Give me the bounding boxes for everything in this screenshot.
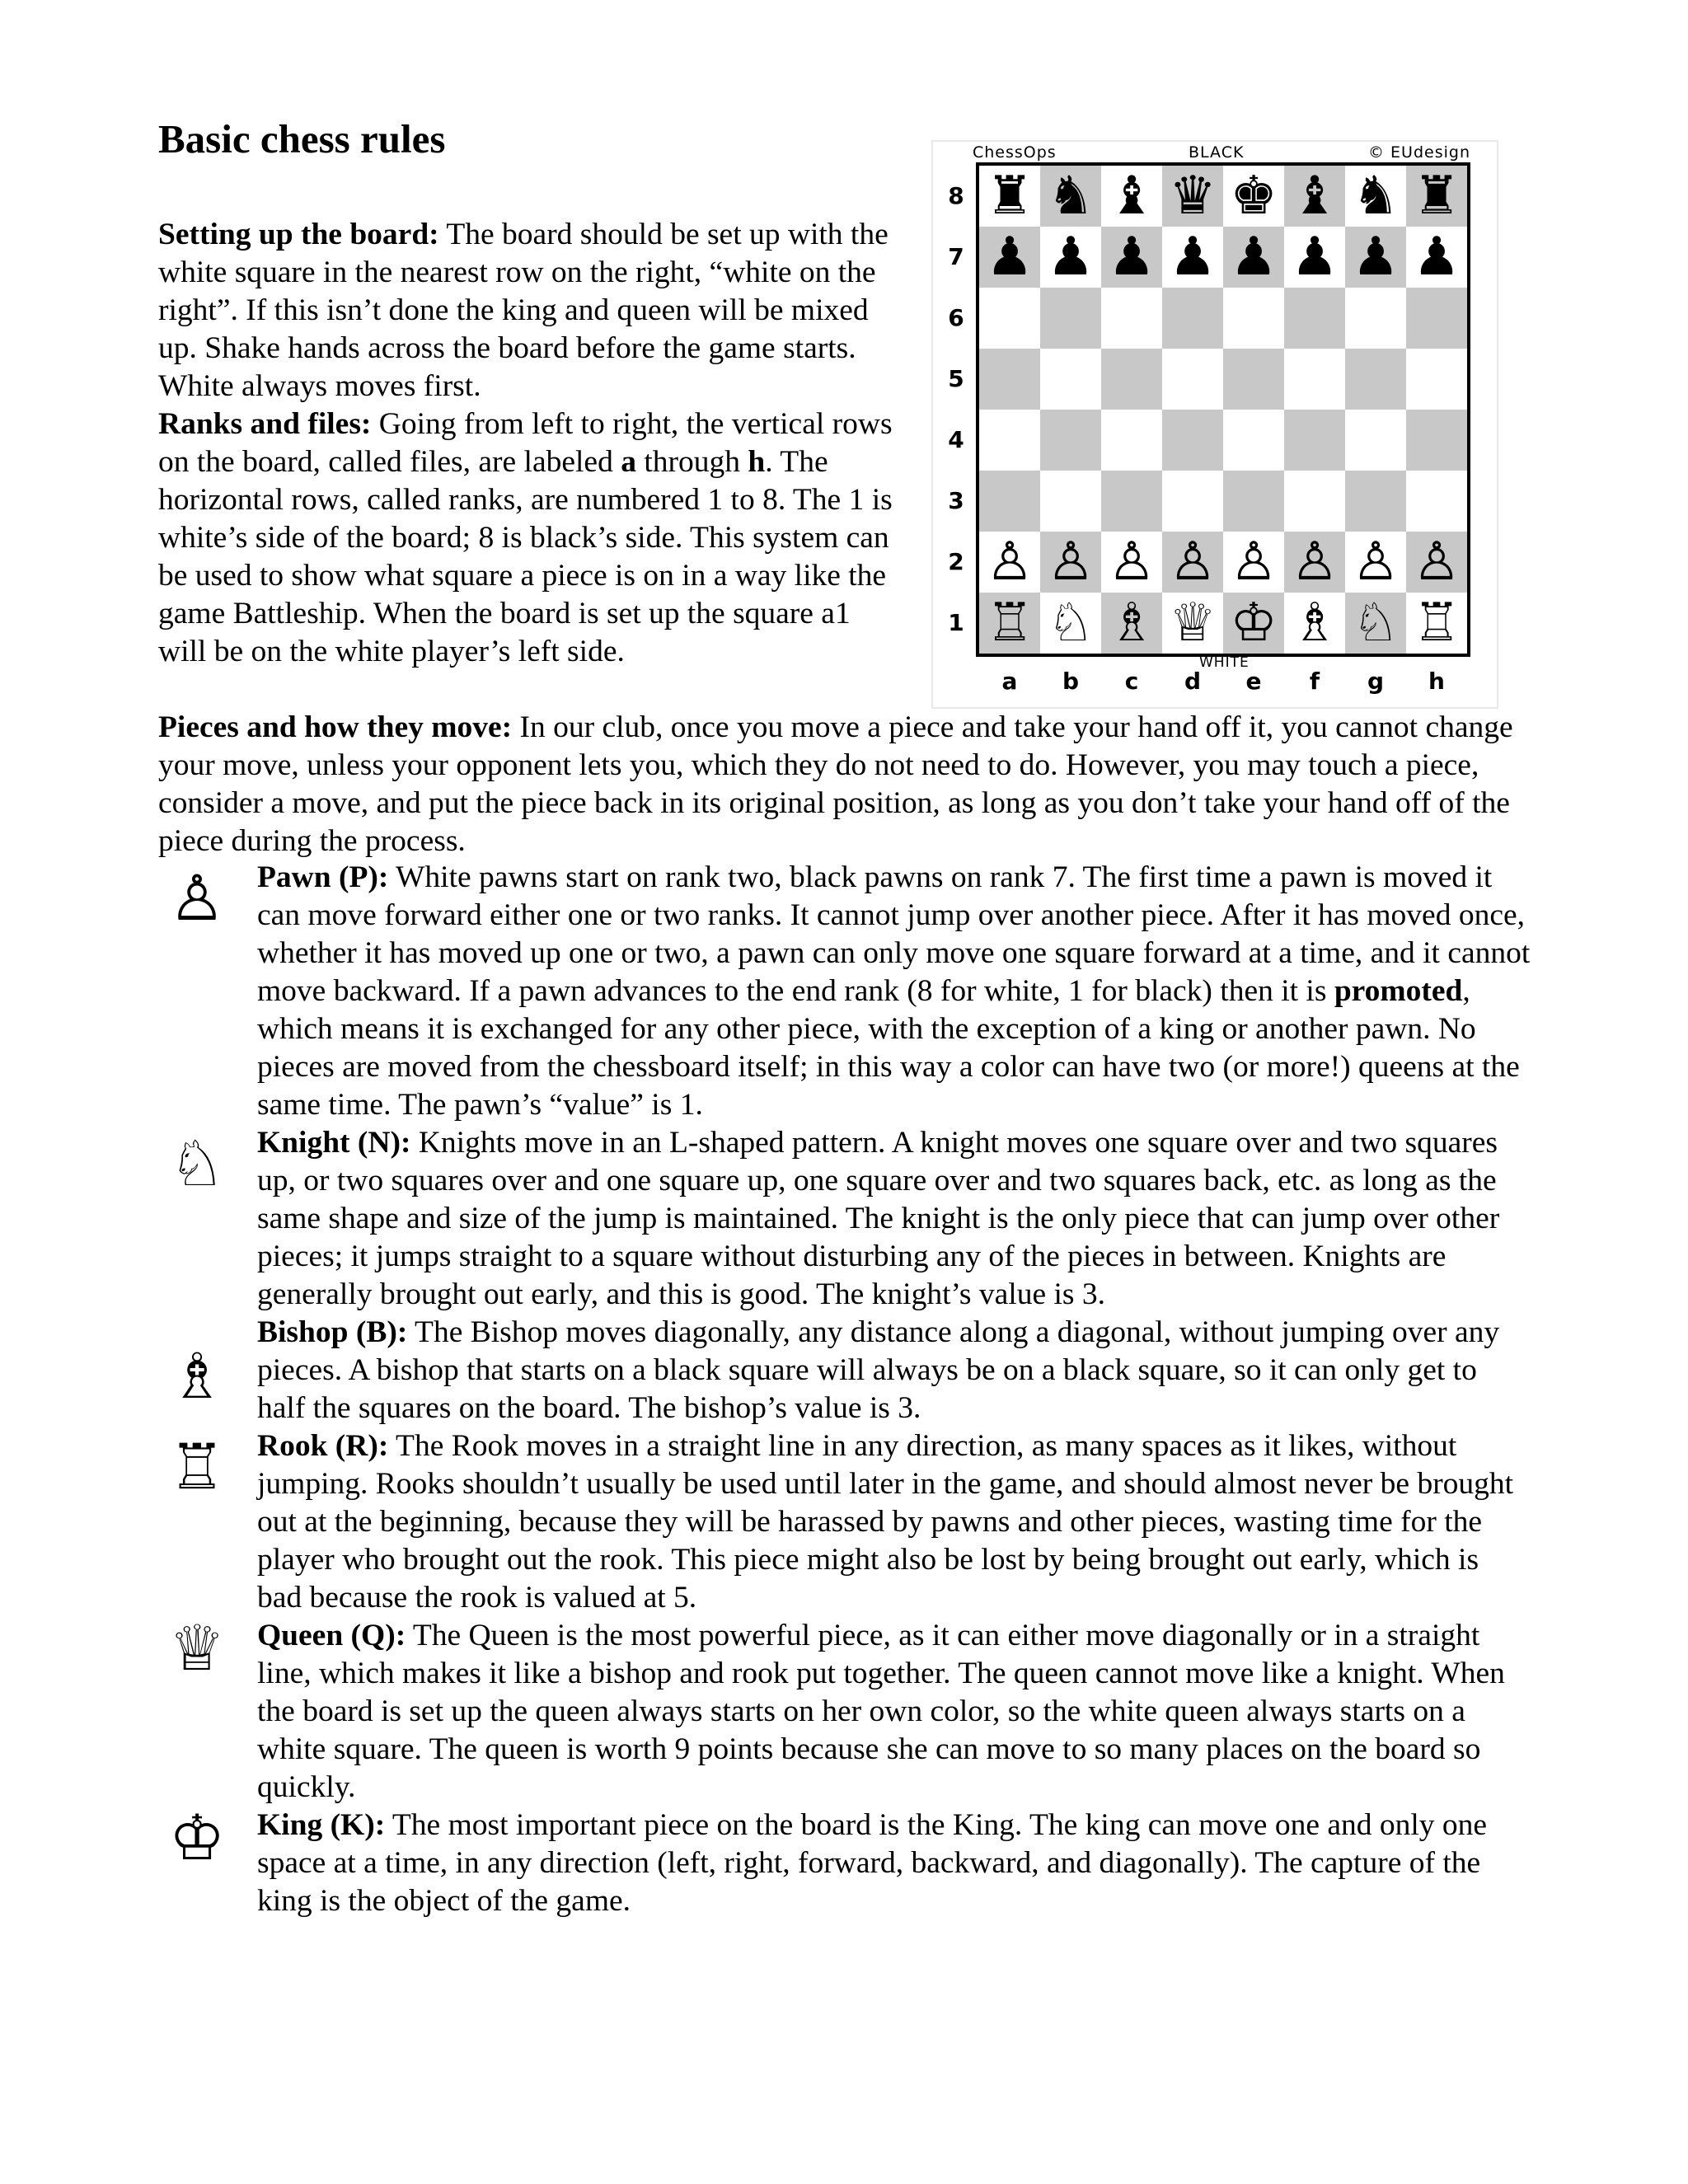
- white-side-label: WHITE: [1199, 654, 1250, 671]
- square-f4: [1284, 410, 1345, 471]
- rook-description: [0, 1427, 1688, 1617]
- rank-label: 4: [948, 426, 964, 453]
- square-f6: [1284, 288, 1345, 349]
- knight-text: Knights move in an L-shaped pattern. A knight moves one square over and two squares up, or two squares over and one square up, one square over and two squares back, etc. as long as the same shape and size of the jump is maintained. The knight is the only piece that can jump over other pieces; it jumps straight to a square without disturbing any of the pieces in between. Knights are generally brought out early, and this is good. The knight’s value is 3.: [257, 1126, 1500, 1311]
- square-c7: ♟: [1101, 227, 1162, 288]
- square-b1: ♘: [1040, 593, 1101, 654]
- copyright-label: © EUdesign: [1368, 143, 1470, 162]
- rank-label: 8: [948, 182, 964, 209]
- square-b6: [1040, 288, 1101, 349]
- square-a3: [979, 471, 1040, 532]
- moves-text: In our club, once you move a piece and take your hand off it, you cannot change your move, unless your opponent lets you, which they do not need to do. However, you may touch a piece, consider a move, and put the piece back in its original position, as long as you don’t take your hand off of the piece during the process.: [158, 710, 1513, 858]
- queen-paragraph: [257, 1617, 1531, 1807]
- square-h2: ♙: [1406, 532, 1467, 593]
- square-e1: ♔: [1223, 593, 1284, 654]
- square-c8: ♝: [1101, 166, 1162, 227]
- square-c6: [1101, 288, 1162, 349]
- bishop-text: The Bishop moves diagonally, any distance along a diagonal, without jumping over any pieces. A bishop that starts on a black square will always be on a black square, so it can only get to half the squares on the board. The bishop’s value is 3.: [257, 1315, 1500, 1425]
- moves-heading: Pieces and how they move:: [158, 710, 513, 744]
- rank-label: 5: [948, 365, 964, 392]
- file-label: c: [1124, 668, 1139, 695]
- page-title: Basic chess rules: [158, 116, 446, 162]
- square-g1: ♘: [1345, 593, 1406, 654]
- square-f2: ♙: [1284, 532, 1345, 593]
- square-b2: ♙: [1040, 532, 1101, 593]
- file-label: g: [1367, 668, 1385, 695]
- square-a6: [979, 288, 1040, 349]
- square-h8: ♜: [1406, 166, 1467, 227]
- square-e8: ♚: [1223, 166, 1284, 227]
- square-e5: [1223, 349, 1284, 410]
- square-b4: [1040, 410, 1101, 471]
- square-a7: ♟: [979, 227, 1040, 288]
- square-d2: ♙: [1162, 532, 1223, 593]
- square-a5: [979, 349, 1040, 410]
- square-e3: [1223, 471, 1284, 532]
- square-g3: [1345, 471, 1406, 532]
- square-c1: ♗: [1101, 593, 1162, 654]
- square-h3: [1406, 471, 1467, 532]
- square-g4: [1345, 410, 1406, 471]
- king-icon: ♔: [169, 1801, 226, 1874]
- square-d8: ♛: [1162, 166, 1223, 227]
- ranks-paragraph: [158, 405, 904, 671]
- setup-text: The board should be set up with the white square in the nearest row on the right, “white on the right”. If this isn’t done the king and queen will be mixed up. Shake hands across the board before the game starts. White always moves first.: [158, 218, 889, 403]
- ranks-text-3: . The horizontal rows, called ranks, are numbered 1 to 8. The 1 is white’s side of the board; 8 is black’s side. This system can be used to show what square a piece is on in a way like the game Battleship. When the board is set up the square a1 will be on the white player’s left side.: [158, 445, 893, 668]
- king-paragraph: [257, 1807, 1531, 1920]
- square-a2: ♙: [979, 532, 1040, 593]
- square-a8: ♜: [979, 166, 1040, 227]
- diagram-source-label: ChessOps: [973, 143, 1057, 162]
- square-h6: [1406, 288, 1467, 349]
- square-e7: ♟: [1223, 227, 1284, 288]
- promoted-term: promoted: [1334, 974, 1463, 1008]
- pawn-paragraph: [257, 859, 1531, 1124]
- file-h-term: h: [748, 445, 766, 479]
- square-g6: [1345, 288, 1406, 349]
- bishop-description: [0, 1314, 1688, 1427]
- square-d1: ♕: [1162, 593, 1223, 654]
- pawn-text-1: White pawns start on rank two, black pawns on rank 7. The first time a pawn is moved it can move forward either one or two ranks. It cannot jump over another piece. After it has moved once, whether it has moved up one or two, a pawn can only move one square forward at a time, and it cannot move backward. If a pawn advances to the end rank (8 for white, 1 for black) then it is: [257, 860, 1531, 1008]
- setup-heading: Setting up the board:: [158, 218, 439, 251]
- pawn-heading: Pawn (P):: [257, 860, 389, 894]
- rank-label: 1: [948, 609, 964, 636]
- file-label: a: [1001, 668, 1018, 695]
- rook-text: The Rook moves in a straight line in any direction, as many spaces as it likes, without jumping. Rooks shouldn’t usually be used until later in the game, and should almost never be brought out at the beginning, because they will be harassed by pawns and other pieces, wasting time for the player who brought out the rook. This piece might also be lost by being brought out early, which is bad because the rook is valued at 5.: [257, 1429, 1514, 1615]
- knight-icon: ♘: [169, 1127, 226, 1200]
- square-g2: ♙: [1345, 532, 1406, 593]
- setup-paragraph: [158, 216, 904, 405]
- square-d5: [1162, 349, 1223, 410]
- square-b8: ♞: [1040, 166, 1101, 227]
- file-label: b: [1062, 668, 1080, 695]
- square-c5: [1101, 349, 1162, 410]
- moves-paragraph: [158, 709, 1543, 860]
- file-a-term: a: [621, 445, 636, 479]
- rook-heading: Rook (R):: [257, 1429, 389, 1463]
- rank-label: 6: [948, 304, 964, 331]
- square-f7: ♟: [1284, 227, 1345, 288]
- pawn-text-2: , which means it is exchanged for any other piece, with the exception of a king or another pawn. No pieces are moved from the chessboard itself; in this way a color can have two (or more!) queens at the same time. The pawn’s “value” is 1.: [257, 974, 1520, 1122]
- square-b5: [1040, 349, 1101, 410]
- file-label: d: [1184, 668, 1202, 695]
- square-e6: [1223, 288, 1284, 349]
- bishop-paragraph: [257, 1314, 1531, 1427]
- square-b3: [1040, 471, 1101, 532]
- square-f8: ♝: [1284, 166, 1345, 227]
- square-b7: ♟: [1040, 227, 1101, 288]
- square-c4: [1101, 410, 1162, 471]
- square-f5: [1284, 349, 1345, 410]
- square-d3: [1162, 471, 1223, 532]
- queen-heading: Queen (Q):: [257, 1619, 406, 1652]
- intro-section: [158, 216, 904, 671]
- ranks-heading: Ranks and files:: [158, 407, 372, 441]
- square-d4: [1162, 410, 1223, 471]
- square-a1: ♖: [979, 593, 1040, 654]
- bishop-heading: Bishop (B):: [257, 1315, 408, 1349]
- square-h7: ♟: [1406, 227, 1467, 288]
- rank-label: 3: [948, 487, 964, 514]
- pawn-icon: ♙: [169, 861, 226, 935]
- square-e4: [1223, 410, 1284, 471]
- square-g8: ♞: [1345, 166, 1406, 227]
- pawn-description: [0, 859, 1688, 1124]
- knight-paragraph: [257, 1124, 1531, 1314]
- rook-icon: ♖: [169, 1430, 226, 1503]
- square-h4: [1406, 410, 1467, 471]
- knight-heading: Knight (N):: [257, 1126, 411, 1160]
- square-g5: [1345, 349, 1406, 410]
- bishop-icon: ♗: [169, 1339, 226, 1413]
- ranks-text-1: Going from left to right, the vertical rows on the board, called files, are labeled: [158, 407, 893, 479]
- queen-icon: ♕: [169, 1611, 226, 1685]
- square-d7: ♟: [1162, 227, 1223, 288]
- chessboard-diagram: [931, 140, 1498, 709]
- king-description: [0, 1801, 1688, 1920]
- rank-label: 2: [948, 548, 964, 575]
- square-c2: ♙: [1101, 532, 1162, 593]
- ranks-text-2: through: [635, 445, 748, 479]
- file-label: h: [1428, 668, 1445, 695]
- queen-text: The Queen is the most powerful piece, as it can either move diagonally or in a straight line, which makes it like a bishop and rook put together. The queen cannot move like a knight. When the board is set up the queen always starts on her own color, so the white queen always starts on a white square. The queen is worth 9 points because she can move to so many places on the board so quickly.: [257, 1619, 1505, 1804]
- black-side-label: BLACK: [1189, 143, 1245, 162]
- piece-descriptions: [0, 859, 1688, 1920]
- file-label: e: [1245, 668, 1262, 695]
- square-e2: ♙: [1223, 532, 1284, 593]
- chessboard: [976, 162, 1470, 657]
- square-c3: [1101, 471, 1162, 532]
- queen-description: [0, 1611, 1688, 1807]
- king-text: The most important piece on the board is the King. The king can move one and only one space at a time, in any direction (left, right, forward, backward, and diagonally). The capture of the king is the object of the game.: [257, 1808, 1488, 1918]
- square-h1: ♖: [1406, 593, 1467, 654]
- square-a4: [979, 410, 1040, 471]
- knight-description: [0, 1124, 1688, 1314]
- square-d6: [1162, 288, 1223, 349]
- file-label: f: [1309, 668, 1320, 695]
- rank-label: 7: [948, 243, 964, 270]
- square-f3: [1284, 471, 1345, 532]
- king-heading: King (K):: [257, 1808, 386, 1842]
- rook-paragraph: [257, 1427, 1531, 1617]
- square-g7: ♟: [1345, 227, 1406, 288]
- square-f1: ♗: [1284, 593, 1345, 654]
- square-h5: [1406, 349, 1467, 410]
